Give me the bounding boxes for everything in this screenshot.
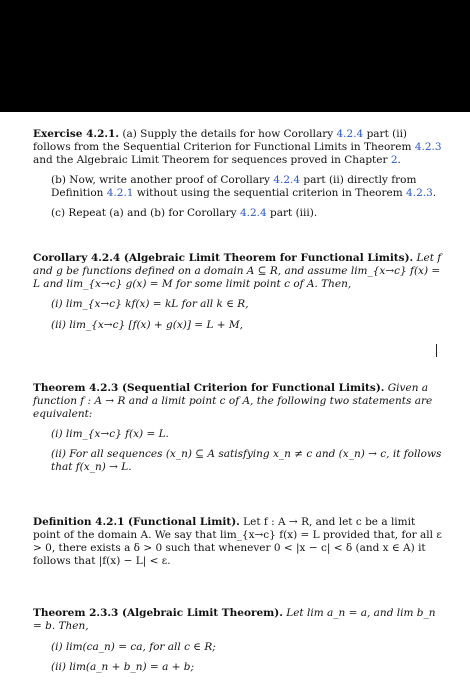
- theorem-233-title: Theorem 2.3.3 (Algebraic Limit Theorem).: [33, 607, 283, 619]
- corollary-item-i: (i) lim_{x→c} kf(x) = kL for all k ∈ R,: [51, 298, 249, 310]
- exercise-b-text-3: without using the sequential criterion in Theorem: [136, 187, 403, 199]
- corollary-block: [33, 252, 443, 332]
- text-cursor: [436, 344, 437, 357]
- exercise-c-ref-corollary[interactable]: 4.2.4: [239, 207, 267, 219]
- corollary-item-ii: (ii) lim_{x→c} [f(x) + g(x)] = L + M,: [51, 319, 243, 331]
- exercise-b-ref-definition[interactable]: 4.2.1: [106, 187, 134, 199]
- exercise-a-ref-theorem[interactable]: 4.2.3: [414, 141, 442, 153]
- exercise-a-text-2: part (ii) follows from the Sequential Criterion for Functional Limits in Theorem: [33, 128, 412, 153]
- exercise-b-end: .: [432, 187, 437, 199]
- theorem-233-body: Let lim a_n = a, and lim b_n = b. Then,: [33, 607, 436, 632]
- textbook-page: [0, 112, 470, 700]
- exercise-a-text-3: and the Algebraic Limit Theorem for sequences proved in Chapter: [33, 154, 388, 166]
- theorem-423-body: Given a function f : A → R and a limit point c of A, the following two statements are equivalent:: [33, 382, 433, 420]
- corollary-title: Corollary 4.2.4 (Algebraic Limit Theorem for Functional Limits).: [33, 252, 414, 264]
- exercise-a-ref-corollary[interactable]: 4.2.4: [336, 128, 364, 140]
- theorem-423-block: [33, 382, 443, 474]
- exercise-block: [33, 128, 443, 220]
- theorem-233-block: [33, 607, 443, 674]
- exercise-b-text: (b) Now, write another proof of Corollary: [51, 174, 270, 186]
- exercise-c-end: part (iii).: [270, 207, 318, 219]
- exercise-b-ref-corollary[interactable]: 4.2.4: [273, 174, 301, 186]
- definition-body: Let f : A → R, and let c be a limit point of the domain A. We say that lim_{x→c} f(x) = L provided that, for all ε > 0, there exists a δ > 0 such that whenever 0 < |x − c| < δ (and x ∈ A) it follows that |f(x) − L| < ε.: [33, 516, 442, 567]
- exercise-b-text-2: part (ii) directly from Definition: [51, 174, 417, 199]
- theorem-233-item-i: (i) lim(ca_n) = ca, for all c ∈ R;: [51, 641, 216, 653]
- theorem-233-item-ii: (ii) lim(a_n + b_n) = a + b;: [51, 661, 195, 673]
- definition-block: [33, 516, 443, 568]
- theorem-423-title: Theorem 4.2.3 (Sequential Criterion for Functional Limits).: [33, 382, 385, 394]
- exercise-c-text: (c) Repeat (a) and (b) for Corollary: [51, 207, 237, 219]
- exercise-title: Exercise 4.2.1.: [33, 128, 119, 140]
- theorem-423-item-i: (i) lim_{x→c} f(x) = L.: [51, 428, 169, 440]
- definition-title: Definition 4.2.1 (Functional Limit).: [33, 516, 240, 528]
- exercise-a-ref-chapter[interactable]: 2: [390, 154, 398, 166]
- exercise-a-end: .: [397, 154, 401, 166]
- exercise-a-text: (a) Supply the details for how Corollary: [122, 128, 334, 140]
- top-black-bar: [0, 0, 470, 112]
- exercise-b-ref-theorem[interactable]: 4.2.3: [406, 187, 433, 199]
- theorem-423-item-ii: (ii) For all sequences (x_n) ⊆ A satisfying x_n ≠ c and (x_n) → c, it follows that f(x_n) → L.: [51, 448, 442, 473]
- corollary-body: Let f and g be functions defined on a domain A ⊆ R, and assume lim_{x→c} f(x) = L and lim_{x→c} g(x) = M for some limit point c of A. Then,: [33, 252, 442, 290]
